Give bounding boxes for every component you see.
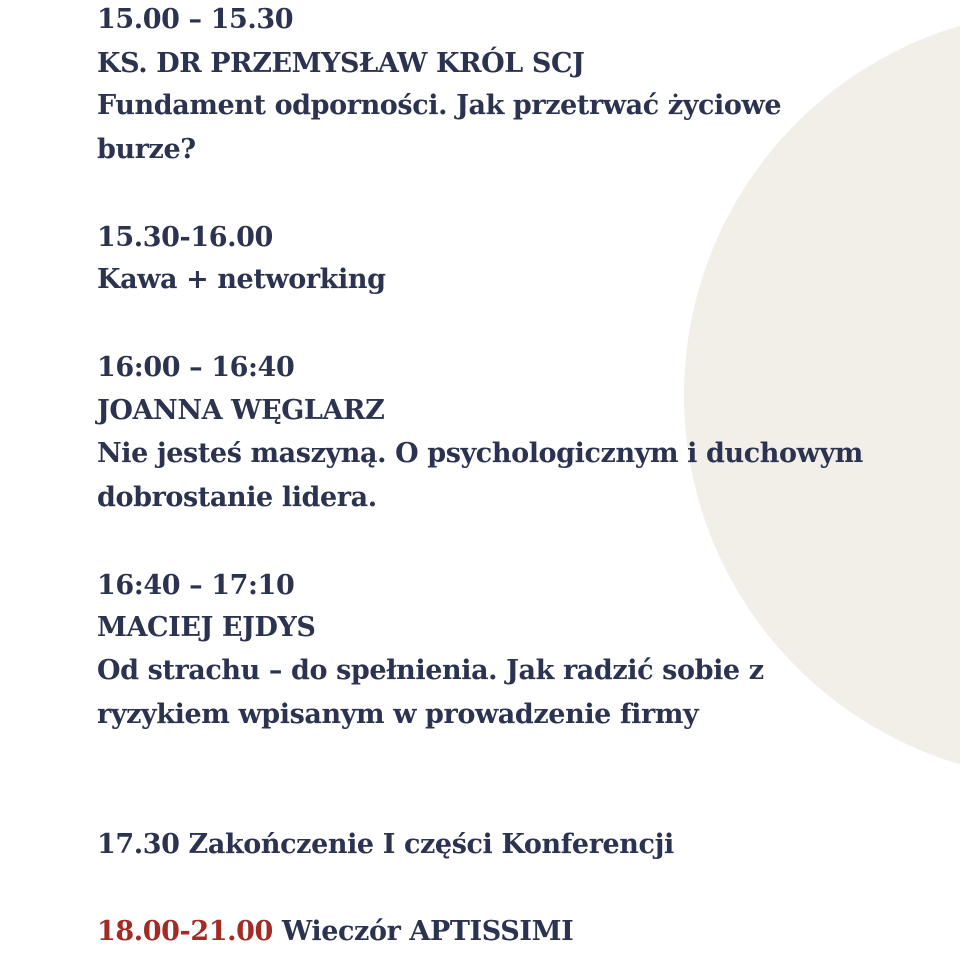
closing-line: 17.30 Zakończenie I części Konferencji — [97, 829, 674, 860]
session-1-title-line-1: Fundament odporności. Jak przetrwać życiowe — [97, 90, 782, 121]
evening-line — [97, 912, 573, 952]
session-2-time: 15.30-16.00 — [97, 222, 273, 253]
session-4-title-line-2: ryzykiem wpisanym w prowadzenie firmy — [97, 699, 699, 730]
evening-time: 18.00-21.00 — [97, 916, 273, 947]
session-4-time: 16:40 – 17:10 — [97, 570, 295, 601]
session-2-title-line-1: Kawa + networking — [97, 264, 386, 295]
session-3-time: 16:00 – 16:40 — [97, 352, 295, 383]
session-1-time: 15.00 – 15.30 — [97, 4, 294, 35]
session-4-title-line-1: Od strachu – do spełnienia. Jak radzić sobie z — [97, 655, 764, 686]
session-4-speaker: MACIEJ EJDYS — [97, 612, 316, 643]
session-1-speaker: KS. DR PRZEMYSŁAW KRÓL SCJ — [97, 48, 585, 79]
session-3-speaker: JOANNA WĘGLARZ — [97, 395, 385, 426]
session-1-title-line-2: burze? — [97, 134, 196, 165]
session-3-title-line-2: dobrostanie lidera. — [97, 482, 377, 513]
evening-label: Wieczór APTISSIMI — [281, 916, 574, 947]
session-3-title-line-1: Nie jesteś maszyną. O psychologicznym i duchowym — [97, 438, 863, 469]
